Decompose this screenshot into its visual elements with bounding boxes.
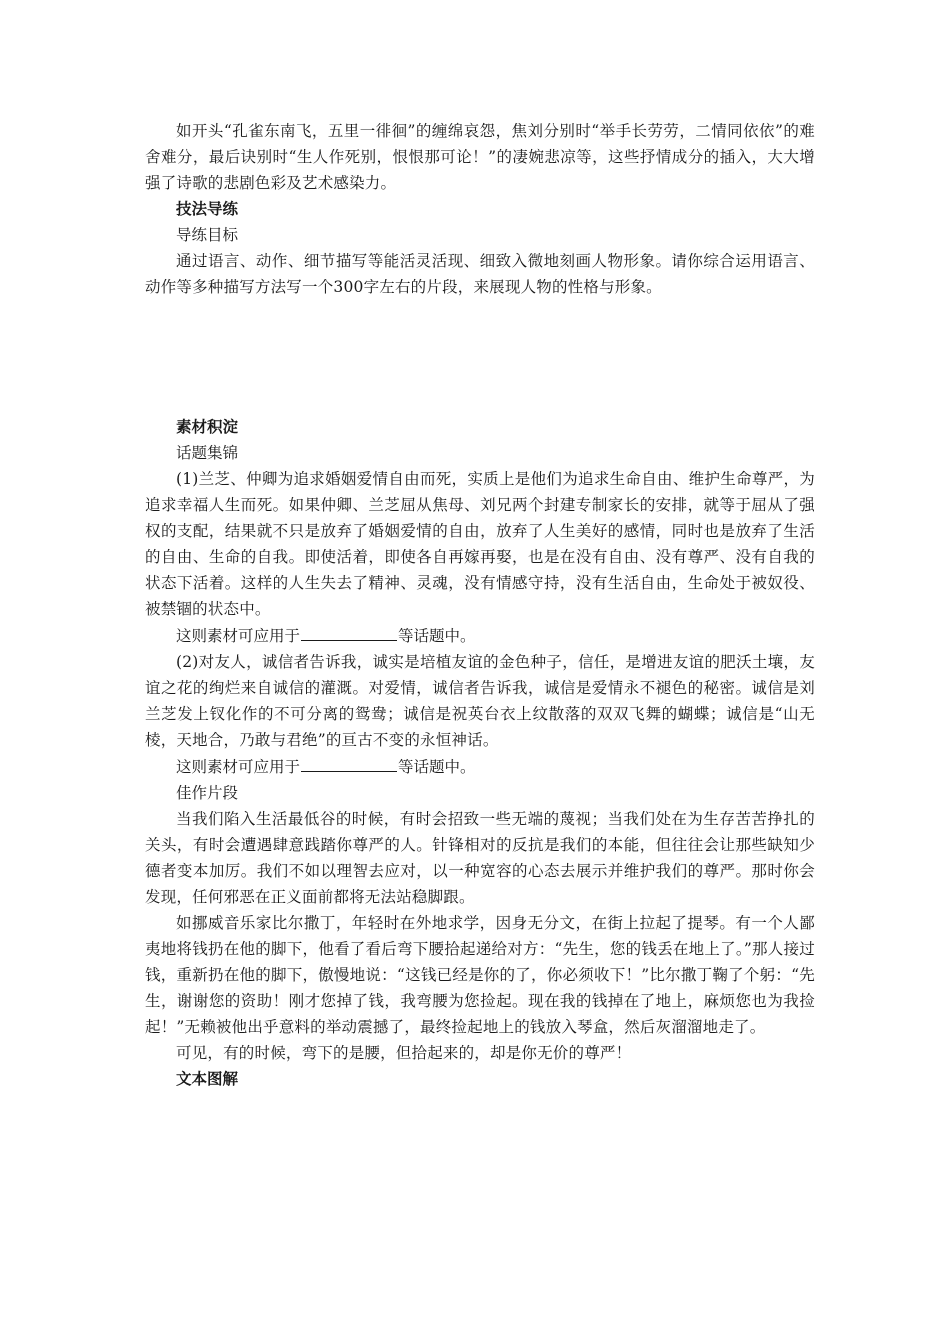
section-material	[145, 414, 815, 1092]
heading-technique-practice: 技法导练	[176, 200, 239, 218]
apply-prefix: 这则素材可应用于	[176, 627, 301, 645]
subheading-excellent-excerpt: 佳作片段	[176, 784, 239, 802]
fill-blank-1[interactable]	[301, 622, 397, 641]
paragraph-excerpt-conclusion: 可见，有的时候，弯下的是腰，但拾起来的，却是你无价的尊严！	[176, 1044, 632, 1062]
heading-text-diagram: 文本图解	[176, 1070, 239, 1088]
subheading-practice-goal: 导练目标	[176, 226, 239, 244]
fill-blank-2[interactable]	[301, 753, 397, 772]
paragraph-practice-task: 通过语言、动作、细节描写等能活灵活现、细致入微地刻画人物形象。请你综合运用语言、动作等多种描写方法写一个300字左右的片段，来展现人物的性格与形象。	[145, 252, 815, 296]
subheading-topic-collection: 话题集锦	[176, 444, 239, 462]
paragraph-material-2: (2)对友人，诚信者告诉我，诚实是培植友谊的金色种子，信任，是增进友谊的肥沃土壤，友谊之花的绚烂来自诚信的灌溉。对爱情，诚信者告诉我，诚信是爱情永不褪色的秘密。诚信是刘兰芝发上钗化作的不可分离的鸳鸯；诚信是祝英台衣上纹散落的双双飞舞的蝴蝶；诚信是“山无棱，天地合，乃敢与君绝”的亘古不变的永恒神话。	[145, 653, 815, 749]
paragraph-lyric-analysis: 如开头“孔雀东南飞，五里一徘徊”的缠绵哀怨，焦刘分别时“举手长劳劳，二情同依依”的难舍难分，最后诀别时“生人作死别，恨恨那可论！”的凄婉悲凉等，这些抒情成分的插入，大大增强了诗歌的悲剧色彩及艺术感染力。	[145, 122, 815, 192]
section-intro	[145, 118, 815, 300]
paragraph-excerpt-2: 如挪威音乐家比尔撒丁，年轻时在外地求学，因身无分文，在街上拉起了提琴。有一个人鄙夷地将钱扔在他的脚下，他看了看后弯下腰拾起递给对方：“先生，您的钱丢在地上了。”那人接过钱，重新扔在他的脚下，傲慢地说：“这钱已经是你的了，你必须收下！”比尔撒丁鞠了个躬：“先生，谢谢您的资助！刚才您掉了钱，我弯腰为您捡起。现在我的钱掉在了地上，麻烦您也为我捡起！”无赖被他出乎意料的举动震撼了，最终捡起地上的钱放入琴盒，然后灰溜溜地走了。	[145, 914, 815, 1036]
apply-line-2	[145, 753, 815, 780]
paragraph-excerpt-1: 当我们陷入生活最低谷的时候，有时会招致一些无端的蔑视；当我们处在为生存苦苦挣扎的关头，有时会遭遇肆意践踏你尊严的人。针锋相对的反抗是我们的本能，但往往会让那些缺知少德者变本加厉。我们不如以理智去应对，以一种宽容的心态去展示并维护我们的尊严。那时你会发现，任何邪恶在正义面前都将无法站稳脚跟。	[145, 810, 815, 906]
paragraph-material-1: (1)兰芝、仲卿为追求婚姻爱情自由而死，实质上是他们为追求生命自由、维护生命尊严，为追求幸福人生而死。如果仲卿、兰芝屈从焦母、刘兄两个封建专制家长的安排，就等于屈从了强权的支配，结果就不只是放弃了婚姻爱情的自由，放弃了人生美好的感情，同时也是放弃了生活的自由、生命的自我。即使活着，即使各自再嫁再娶，也是在没有自由、没有尊严、没有自我的状态下活着。这样的人生失去了精神、灵魂，没有情感守持，没有生活自由，生命处于被奴役、被禁锢的状态中。	[145, 470, 815, 618]
apply-suffix: 等话题中。	[398, 627, 476, 645]
apply-suffix: 等话题中。	[398, 758, 476, 776]
apply-prefix: 这则素材可应用于	[176, 758, 301, 776]
heading-material-accumulation: 素材积淀	[176, 418, 239, 436]
apply-line-1	[145, 622, 815, 649]
